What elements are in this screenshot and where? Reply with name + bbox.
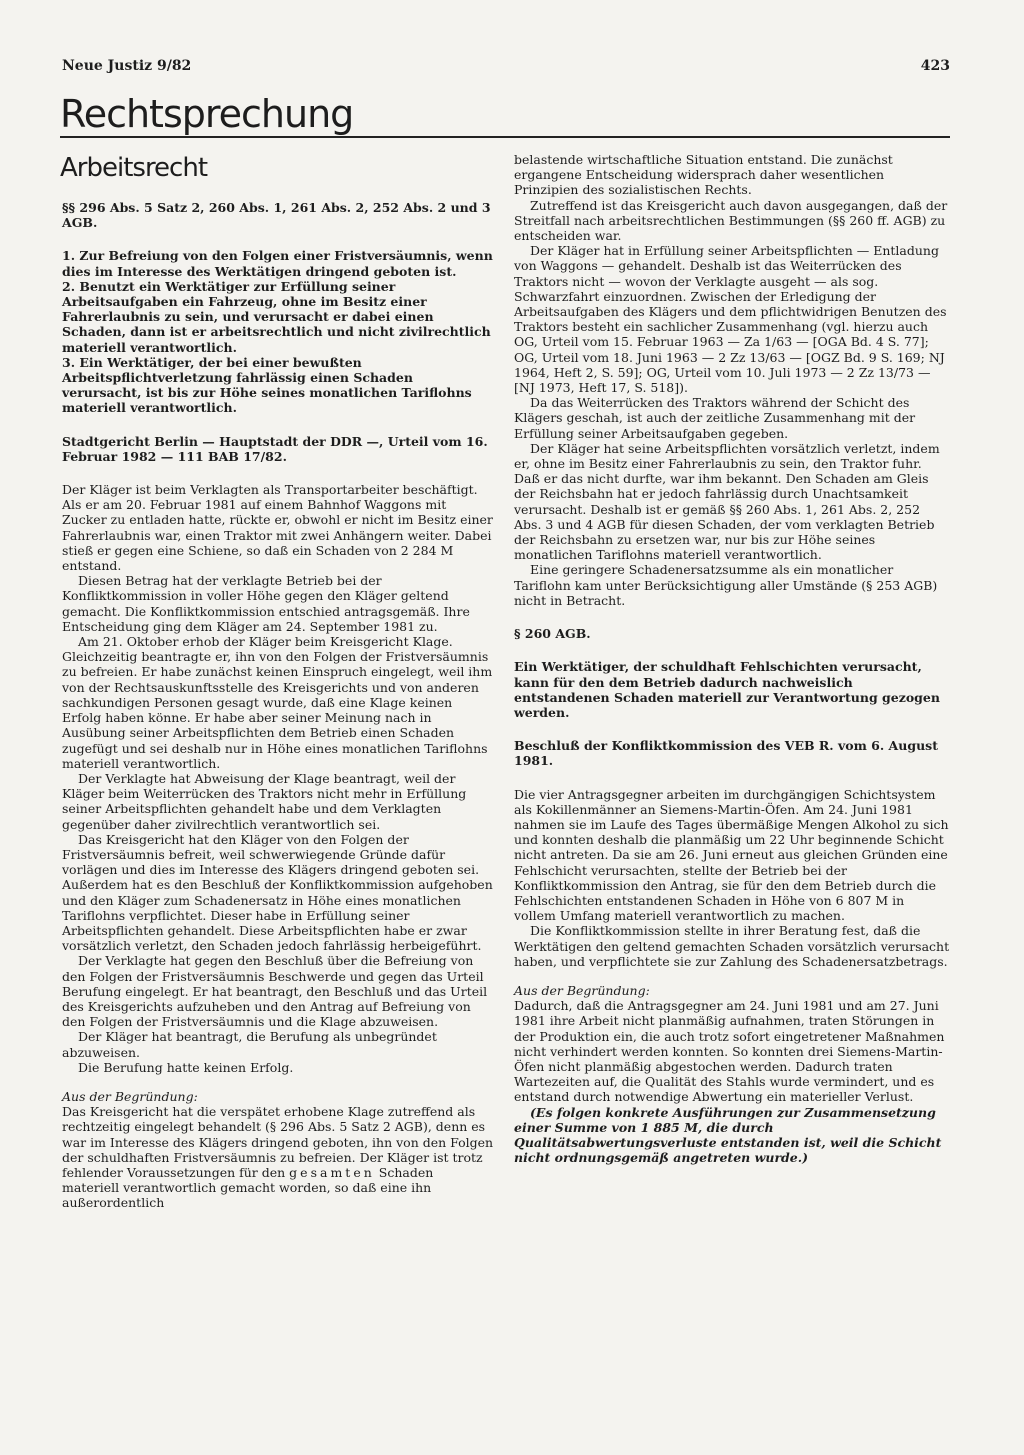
page-number: 423 (920, 58, 950, 74)
law-reference: § 260 AGB. (514, 626, 591, 642)
headnote-2: 2. Benutzt ein Werktätiger zur Erfüllung seiner Arbeitsaufgaben ein Fahrzeug, ohne im Besitz einer Fahrerlaubnis zu sein, und verursacht er dabei einen Schaden, dann ist er arbeitsrechtlich und nicht zivilrechtlich materiell verantwortlich. (62, 278, 491, 355)
left-column (62, 200, 494, 1211)
running-header (62, 58, 950, 80)
paragraph: Die Konfliktkommission stellte in ihrer Beratung fest, daß die Werktätigen den geltend gemachten Schaden vorsätzlich verursacht haben, und verpflichtete sie zur Zahlung des Schadenersatzbetrags. (514, 923, 950, 969)
paragraph: Diesen Betrag hat der verklagte Betrieb bei der Konfliktkommission in voller Höhe gegen den Kläger geltend gemacht. Die Konfliktkommission entschied antragsgemäß. Ihre Entscheidung ging dem Kläger am 24. September 1981 zu. (62, 573, 470, 634)
headnote-1: 1. Zur Befreiung von den Folgen einer Fristversäumnis, wenn dies im Interesse des Werktätigen dringend geboten ist. (62, 248, 493, 279)
paragraph: Die Berufung hatte keinen Erfolg. (78, 1059, 294, 1075)
reasons-heading: Aus der Begründung: (62, 1088, 198, 1104)
right-column (514, 152, 950, 1165)
paragraph: Da das Weiterrücken des Traktors während der Schicht des Klägers geschah, ist auch der zeitliche Zusammenhang mit der Erfüllung seiner Arbeitsaufgaben gegeben. (514, 395, 916, 441)
paragraph: Der Kläger hat seine Arbeitspflichten vorsätzlich verletzt, indem er, ohne im Besitz einer Fahrerlaubnis zu sein, den Traktor fuhr. Daß er das nicht durfte, war ihm bekannt. Den Schaden am Gleis der Reichsbahn hat er jedoch fahrlässig durch Unachtsamkeit verursacht. Deshalb ist er gemäß §§ 260 Abs. 1, 261 Abs. 2, 252 Abs. 3 und 4 AGB für diesen Schaden, der vom verklagten Betrieb der Reichsbahn zu ersetzen war, nur bis zur Höhe seines monatlichen Tariflohns materiell verantwortlich. (514, 440, 940, 563)
headnote-3: 3. Ein Werktätiger, der bei einer bewußten Arbeitspflichtverletzung fahrlässig einen Schaden verursacht, ist bis zur Höhe seines monatlichen Tariflohns materiell verantwortlich. (62, 354, 472, 416)
paragraph: Zutreffend ist das Kreisgericht auch davon ausgegangen, daß der Streitfall nach arbeitsrechtlichen Bestimmungen (§§ 260 ff. AGB) zu entscheiden war. (514, 197, 948, 244)
journal-name: Neue Justiz 9/82 (62, 58, 192, 74)
paragraph: Der Kläger ist beim Verklagten als Transportarbeiter beschäftigt. Als er am 20. Februar 1981 auf einem Bahnhof Waggons mit Zucker zu entladen hatte, rückte er, obwohl er nicht im Besitz einer Fahrerlaubnis war, einen Traktor mit zwei Anhängern weiter. Dabei stieß er gegen eine Schiene, so daß ein Schaden von 2 284 M entstand. (62, 482, 493, 574)
decision-citation: Beschluß der Konfliktkommission des VEB R. vom 6. August 1981. (514, 738, 938, 769)
law-reference: §§ 296 Abs. 5 Satz 2, 260 Abs. 1, 261 Abs. 2, 252 Abs. 2 und 3 AGB. (62, 200, 491, 231)
paragraph: Dadurch, daß die Antragsgegner am 24. Juni 1981 und am 27. Juni 1981 ihre Arbeit nicht planmäßig aufnahmen, traten Störungen in der Produktion ein, die auch trotz sofort eingetretener Maßnahmen nicht verhindert werden konnten. So konnten drei Siemens-Martin-Öfen nicht planmäßig abgestochen werden. Dadurch traten Wartezeiten auf, die Qualität des Stahls wurde vermindert, und es entstand durch notwendige Abwertung ein materieller Verlust. (514, 998, 945, 1105)
paragraph: Das Kreisgericht hat die verspätet erhobene Klage zutreffend als rechtzeitig eingelegt behandelt (§ 296 Abs. 5 Satz 2 AGB), denn es war im Interesse des Klägers dringend geboten, ihn von den Folgen der schuldhaften Fristversäumnis zu befreien. Der Kläger ist trotz fehlender Voraussetzungen für den gesamten Schaden materiell verantwortlich gemacht worden, so daß eine ihn außerordentlich (62, 1104, 494, 1211)
subsection-title: Arbeitsrecht (60, 153, 208, 183)
paragraph: Der Verklagte hat gegen den Beschluß über die Befreiung von den Folgen der Fristversäumnis Beschwerde und gegen das Urteil Berufung eingelegt. Er hat beantragt, den Beschluß und das Urteil des Kreisgerichts aufzuheben und den Antrag auf Befreiung von den Folgen der Fristversäumnis und die Klage abzuweisen. (62, 953, 488, 1030)
court-citation: Stadtgericht Berlin — Hauptstadt der DDR —, Urteil vom 16. Februar 1982 — 111 BAB 17/82. (62, 433, 488, 464)
headnote: Ein Werktätiger, der schuldhaft Fehlschichten verursacht, kann für den dem Betrieb dadurch nachweislich entstandenen Schaden materiell zur Verantwortung gezogen werden. (514, 659, 940, 720)
paragraph: Eine geringere Schadenersatzsumme als ein monatlicher Tariflohn kam unter Berücksichtigung aller Umstände (§ 253 AGB) nicht in Betracht. (514, 562, 938, 608)
paragraph: Der Kläger hat in Erfüllung seiner Arbeitspflichten — Entladung von Waggons — gehandelt. Deshalb ist das Weiterrücken des Traktors nicht — wovon der Verklagte ausgeht — als sog. Schwarzfahrt einzuordnen. Zwischen der Erledigung der Arbeitsaufgaben des Klägers und dem pflichtwidrigen Benutzen des Traktors besteht ein sachlicher Zusammenhang (vgl. hierzu auch OG, Urteil vom 15. Februar 1963 — Za 1/63 — [OGA Bd. 4 S. 77]; OG, Urteil vom 18. Juni 1963 — 2 Zz 13/63 — [OGZ Bd. 9 S. 169; NJ 1964, Heft 2, S. 59]; OG, Urteil vom 10. Juli 1973 — 2 Zz 13/73 — [NJ 1973, Heft 17, S. 518]). (514, 243, 947, 396)
title-rule (60, 136, 950, 138)
paragraph: Das Kreisgericht hat den Kläger von den Folgen der Fristversäumnis befreit, weil schwerwiegende Gründe dafür vorlägen und dies im Interesse des Klägers dringend geboten sei. Außerdem hat es den Beschluß der Konfliktkommission aufgehoben und den Kläger zum Schadenersatz in Höhe eines monatlichen Tariflohns verpflichtet. Dieser habe in Erfüllung seiner Arbeitspflichten gehandelt. Diese Arbeitspflichten habe er zwar vorsätzlich verletzt, den Schaden jedoch fahrlässig herbeigeführt. (62, 831, 493, 954)
reasons-heading: Aus der Begründung: (514, 982, 650, 998)
editorial-note: (Es folgen konkrete Ausführungen zur Zusammensetzung einer Summe von 1 885 M, die durch Qualitätsabwertungsverluste entstanden ist, weil die Schicht nicht ordnungsgemäß angetreten wurde.) (514, 1104, 942, 1166)
paragraph: Die vier Antragsgegner arbeiten im durchgängigen Schichtsystem als Kokillenmänner an Siemens-Martin-Öfen. Am 24. Juni 1981 nahmen sie im Laufe des Tages übermäßige Mengen Alkohol zu sich und konnten deshalb die planmäßig um 22 Uhr beginnende Schicht nicht antreten. Da sie am 26. Juni erneut aus gleichen Gründen eine Fehlschicht verursachten, stellte der Betrieb bei der Konfliktkommission den Antrag, sie für den dem Betrieb durch die Fehlschichten entstandenen Schaden in Höhe von 6 807 M in vollem Umfang materiell verantwortlich zu machen. (514, 786, 949, 924)
paragraph: Der Kläger hat beantragt, die Berufung als unbegründet abzuweisen. (62, 1029, 437, 1060)
paragraph: Der Verklagte hat Abweisung der Klage beantragt, weil der Kläger beim Weiterrücken des Traktors nicht mehr in Erfüllung seiner Arbeitspflichten gehandelt habe und dem Verklagten gegenüber daher zivilrechtlich verantwortlich sei. (62, 770, 467, 832)
paragraph: Am 21. Oktober erhob der Kläger beim Kreisgericht Klage. Gleichzeitig beantragte er, ihn von den Folgen der Fristversäumnis zu befreien. Er habe zunächst keinen Einspruch eingelegt, weil ihm von der Rechtsauskunftsstelle des Kreisgerichts und von anderen sachkundigen Personen gesagt wurde, daß eine Klage keinen Erfolg haben könne. Er habe aber seiner Meinung nach in Ausübung seiner Arbeitspflichten dem Betrieb einen Schaden zugefügt und sei deshalb nur in Höhe eines monatlichen Tariflohns materiell verantwortlich. (62, 634, 493, 771)
paragraph: belastende wirtschaftliche Situation entstand. Die zunächst ergangene Entscheidung widersprach daher wesentlichen Prinzipien des sozialistischen Rechts. (514, 152, 893, 198)
section-title: Rechtsprechung (60, 92, 354, 136)
